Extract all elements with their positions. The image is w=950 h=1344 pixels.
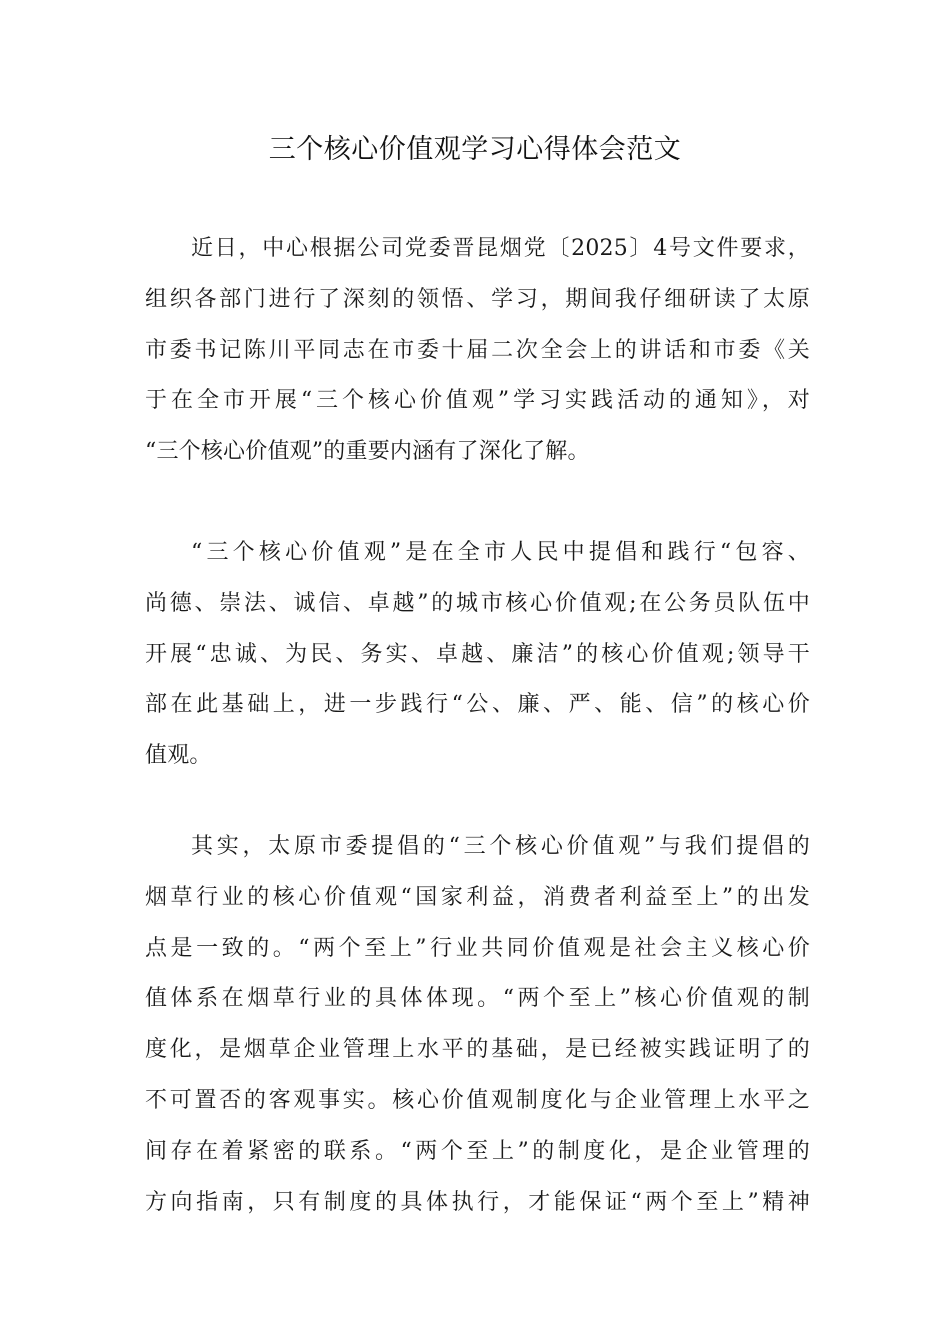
- paragraph-line: 于在全市开展“三个核心价值观”学习实践活动的通知》，对: [145, 388, 810, 414]
- paragraph-line: 度化，是烟草企业管理上水平的基础，是已经被实践证明了的: [145, 1037, 810, 1063]
- paragraph-line: 开展“忠诚、为民、务实、卓越、廉洁”的核心价值观;领导干: [145, 641, 810, 667]
- paragraph-line: 间存在着紧密的联系。“两个至上”的制度化，是企业管理的: [145, 1138, 810, 1164]
- paragraph-line: “三个核心价值观”是在全市人民中提倡和践行“包容、: [191, 540, 810, 565]
- document-title: 三个核心价值观学习心得体会范文: [268, 134, 682, 165]
- paragraph-line: 值体系在烟草行业的具体体现。“两个至上”核心价值观的制: [145, 986, 810, 1012]
- paragraph-line: 点是一致的。“两个至上”行业共同价值观是社会主义核心价: [145, 935, 810, 961]
- paragraph-line: “三个核心价值观”的重要内涵有了深化了解。: [145, 439, 590, 465]
- paragraph-3: [145, 822, 810, 1228]
- paragraph-line: 不可置否的客观事实。核心价值观制度化与企业管理上水平之: [145, 1087, 810, 1113]
- paragraph-line: 市委书记陈川平同志在市委十届二次全会上的讲话和市委《关: [145, 337, 810, 363]
- paragraph-2: [145, 528, 810, 782]
- paragraph-1: [145, 224, 810, 478]
- paragraph-line: 尚德、崇法、诚信、卓越”的城市核心价值观;在公务员队伍中: [145, 590, 810, 616]
- paragraph-line: 值观。: [145, 743, 212, 769]
- paragraph-line: 烟草行业的核心价值观“国家利益，消费者利益至上”的出发: [145, 884, 810, 910]
- paragraph-line: 近日，中心根据公司党委晋昆烟党〔2025〕4号文件要求，: [191, 236, 810, 261]
- paragraph-line: 组织各部门进行了深刻的领悟、学习，期间我仔细研读了太原: [145, 286, 810, 312]
- paragraph-line: 部在此基础上，进一步践行“公、廉、严、能、信”的核心价: [145, 692, 810, 718]
- paragraph-line: 其实，太原市委提倡的“三个核心价值观”与我们提倡的: [191, 834, 810, 859]
- paragraph-line: 方向指南，只有制度的具体执行，才能保证“两个至上”精神: [145, 1189, 810, 1215]
